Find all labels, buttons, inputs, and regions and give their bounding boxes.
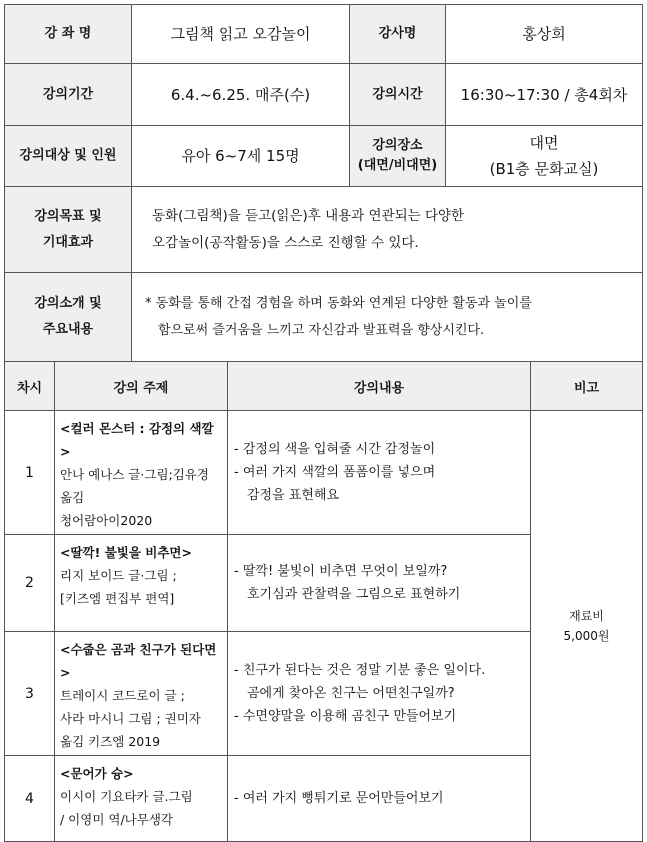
course-info-table xyxy=(4,4,643,362)
book-author-line-1: 트레이시 코드로이 글 ; xyxy=(60,688,185,703)
place-label-line-1: 강의장소 xyxy=(372,138,423,153)
schedule-header-row xyxy=(5,362,643,411)
book-author-line-1: 리지 보이드 글·그림 ; xyxy=(60,568,177,583)
info-row-target xyxy=(5,126,643,187)
goal-label xyxy=(5,187,132,273)
course-name-label: 강 좌 명 xyxy=(5,5,132,64)
book-title: <딸깍! 불빛을 비추면> xyxy=(60,545,192,560)
content-line-3: - 수면양말을 이용해 곰친구 만들어보기 xyxy=(234,709,457,724)
session-number: 4 xyxy=(5,756,55,842)
session-topic xyxy=(55,535,228,632)
content-line-2: - 여러 가지 색깔의 폼폼이를 넣으며 xyxy=(234,465,436,480)
goal-text xyxy=(132,187,643,273)
period-value: 6.4.~6.25. 매주(수) xyxy=(132,64,350,126)
intro-text xyxy=(132,273,643,362)
note-cell xyxy=(531,411,643,842)
session-row-1 xyxy=(5,411,643,535)
session-topic xyxy=(55,756,228,842)
intro-line-1: * 동화를 통해 간접 경험을 하며 동화와 연계된 다양한 활동과 놀이를 xyxy=(145,296,532,311)
session-content xyxy=(228,535,531,632)
content-line-1: - 딸깍! 불빛이 비추면 무엇이 보일까? xyxy=(234,564,448,579)
session-content xyxy=(228,411,531,535)
header-note: 비고 xyxy=(531,362,643,411)
target-label: 강의대상 및 인원 xyxy=(5,126,132,187)
book-author-line-2: / 이영미 역/나무생각 xyxy=(60,812,173,827)
instructor-name: 홍상희 xyxy=(446,5,643,64)
book-title: <컬러 몬스터 : 감정의 색깔> xyxy=(60,421,214,459)
time-value: 16:30~17:30 / 총4회차 xyxy=(446,64,643,126)
session-content xyxy=(228,756,531,842)
book-title: <문어가 슝> xyxy=(60,766,134,781)
course-plan-sheet xyxy=(4,4,642,842)
book-author-line-3: 청어람아이2020 xyxy=(60,513,153,528)
target-value: 유아 6~7세 15명 xyxy=(132,126,350,187)
book-author-line-2: 사라 마시니 그림 ; 권미자 xyxy=(60,711,201,726)
time-label: 강의시간 xyxy=(350,64,446,126)
info-row-goal xyxy=(5,187,643,273)
info-row-name xyxy=(5,5,643,64)
content-line-1: - 친구가 된다는 것은 정말 기분 좋은 일이다. xyxy=(234,663,486,678)
session-topic xyxy=(55,632,228,756)
goal-label-line-1: 강의목표 및 xyxy=(34,208,102,224)
period-label: 강의기간 xyxy=(5,64,132,126)
header-no: 차시 xyxy=(5,362,55,411)
place-value-line-1: 대면 xyxy=(529,134,559,152)
session-topic xyxy=(55,411,228,535)
place-value xyxy=(446,126,643,187)
book-author-line-2: [키즈엠 편집부 편역] xyxy=(60,591,175,606)
session-number: 2 xyxy=(5,535,55,632)
session-number: 1 xyxy=(5,411,55,535)
intro-label xyxy=(5,273,132,362)
header-content: 강의내용 xyxy=(228,362,531,411)
intro-label-line-1: 강의소개 및 xyxy=(34,296,102,311)
book-author-line-1: 안나 예나스 글·그림;김유경 xyxy=(60,467,209,482)
goal-label-line-2: 기대효과 xyxy=(42,234,94,250)
material-fee-label: 재료비 xyxy=(569,609,604,623)
session-content xyxy=(228,632,531,756)
content-line-1: - 감정의 색을 입혀줄 시간 감정놀이 xyxy=(234,442,436,457)
book-author-line-3: 옮김 키즈엠 2019 xyxy=(60,734,161,749)
intro-line-2: 함으로써 즐거움을 느끼고 자신감과 발표력을 향상시킨다. xyxy=(158,323,485,338)
place-label xyxy=(350,126,446,187)
place-label-line-2: (대면/비대면) xyxy=(357,158,438,173)
book-author-line-2: 옮김 xyxy=(60,490,85,505)
book-title: <수줍은 곰과 친구가 된다면> xyxy=(60,642,217,680)
goal-line-2: 오감놀이(공작활동)을 스스로 진행할 수 있다. xyxy=(152,234,419,251)
intro-label-line-2: 주요내용 xyxy=(42,322,94,337)
material-fee-amount: 5,000원 xyxy=(563,629,610,643)
place-value-line-2: (B1층 문화교실) xyxy=(489,160,599,178)
content-line-3: 감정을 표현해요 xyxy=(247,488,340,503)
schedule-table xyxy=(4,361,643,842)
info-row-period xyxy=(5,64,643,126)
info-row-intro xyxy=(5,273,643,362)
instructor-label: 강사명 xyxy=(350,5,446,64)
goal-line-1: 동화(그림책)을 듣고(읽은)후 내용과 연관되는 다양한 xyxy=(152,207,465,224)
content-line-2: 호기심과 관찰력을 그림으로 표현하기 xyxy=(247,587,461,602)
header-topic: 강의 주제 xyxy=(55,362,228,411)
session-number: 3 xyxy=(5,632,55,756)
content-line-1: - 여러 가지 뻥튀기로 문어만들어보기 xyxy=(234,791,444,806)
book-author-line-1: 이시이 기요타카 글.그림 xyxy=(60,789,193,804)
content-line-2: 곰에게 찾아온 친구는 어떤친구일까? xyxy=(247,686,455,701)
course-name: 그림책 읽고 오감놀이 xyxy=(132,5,350,64)
